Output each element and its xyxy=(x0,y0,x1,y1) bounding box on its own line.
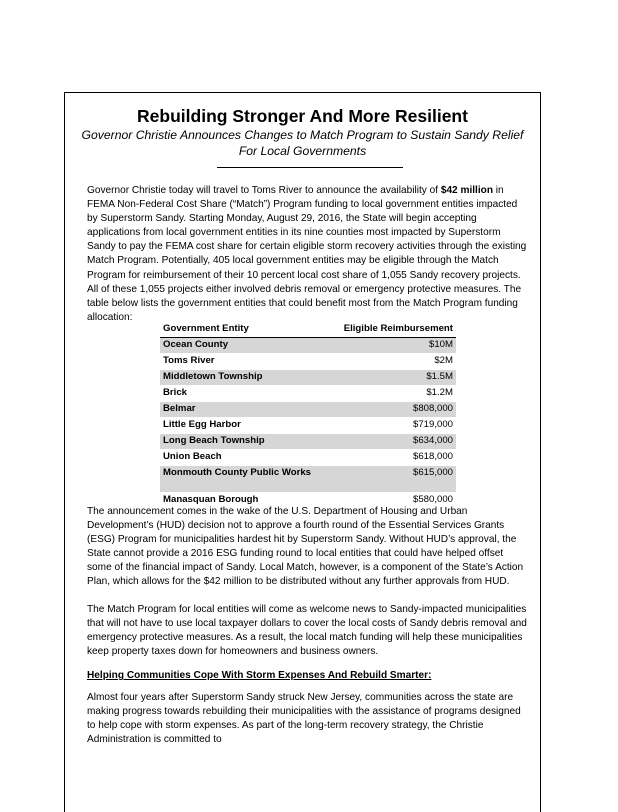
amount-cell: $10M xyxy=(336,338,456,354)
entity-cell: Little Egg Harbor xyxy=(160,418,336,434)
intro-text-rest: in FEMA Non-Federal Cost Share (“Match”) Program funding to local government entities impacted by Superstorm Sandy. Starting Monday, August 29, 2016, the State will begin accepting applications from local government entities in its nine counties most impacted by Superstorm Sandy to pay the FEMA cost share for certain eligible storm recovery activities through the existing Match Program. Potentially, 405 local government entities may be eligible through the Match Program for reimbursement of their 10 percent local cost share of 1,055 Sandy recovery projects. All of these 1,055 projects either involved debris removal or emergency protective measures. The table below lists the government entities that could benefit most from the Match Program funding allocation: xyxy=(87,185,527,323)
intro-amount-highlight: $42 million xyxy=(440,185,493,196)
entity-cell: Ocean County xyxy=(160,338,336,354)
amount-cell: $1.5M xyxy=(336,370,456,386)
title-divider xyxy=(217,167,403,168)
entity-cell: Union Beach xyxy=(160,450,336,466)
amount-cell: $615,000 xyxy=(336,466,456,493)
amount-cell: $2M xyxy=(336,354,456,370)
page-subtitle: Governor Christie Announces Changes to Match Program to Sustain Sandy Relief For Local Governments xyxy=(81,128,524,158)
amount-cell: $634,000 xyxy=(336,434,456,450)
reimbursement-table xyxy=(160,319,456,508)
entity-cell: Long Beach Township xyxy=(160,434,336,450)
intro-paragraph xyxy=(87,184,527,325)
table-row xyxy=(160,386,456,402)
amount-cell: $1.2M xyxy=(336,386,456,402)
hud-paragraph: The announcement comes in the wake of the U.S. Department of Housing and Urban Development’s (HUD) decision not to approve a fourth round of the Essential Services Grants (ESG) Program for municipalities hardest hit by Superstorm Sandy. Without HUD’s approval, the State cannot provide a 2016 ESG funding round to local entities that could have helped offset some of the financial impact of Sandy. Local Match, however, is a component of the State’s Action Plan, which allows for the $42 million to be distributed without any further approvals from HUD. xyxy=(87,506,524,588)
amount-cell: $618,000 xyxy=(336,450,456,466)
entity-cell: Manasquan Borough xyxy=(160,493,336,509)
entity-cell: Toms River xyxy=(160,354,336,370)
intro-text-start: Governor Christie today will travel to Toms River to announce the availability of xyxy=(87,185,441,196)
entity-cell: Middletown Township xyxy=(160,370,336,386)
table-row xyxy=(160,450,456,466)
match-program-paragraph: The Match Program for local entities will come as welcome news to Sandy-impacted municipalities that will not have to use local taxpayer dollars to cover the local costs of Sandy debris removal and emergency protective measures. As a result, the local match funding will help these municipalities keep property taxes down for homeowners and business owners. xyxy=(87,604,527,658)
table-row xyxy=(160,370,456,386)
section-heading: Helping Communities Cope With Storm Expenses And Rebuild Smarter: xyxy=(87,670,432,681)
recovery-paragraph: Almost four years after Superstorm Sandy struck New Jersey, communities across the state are making progress towards rebuilding their municipalities with the assistance of programs designed to help cope with storm expenses. As part of the long-term recovery strategy, the Christie Administration is committed to xyxy=(87,692,521,746)
table-row xyxy=(160,354,456,370)
amount-cell: $808,000 xyxy=(336,402,456,418)
table-row xyxy=(160,466,456,493)
table-row xyxy=(160,418,456,434)
page-title: Rebuilding Stronger And More Resilient xyxy=(137,106,468,126)
table-row xyxy=(160,434,456,450)
table-header-row xyxy=(160,319,456,338)
amount-cell: $580,000 xyxy=(336,493,456,509)
header-government-entity: Government Entity xyxy=(160,319,336,338)
entity-cell: Belmar xyxy=(160,402,336,418)
amount-cell: $719,000 xyxy=(336,418,456,434)
entity-cell: Brick xyxy=(160,386,336,402)
entity-cell: Monmouth County Public Works xyxy=(160,466,336,493)
table-row xyxy=(160,402,456,418)
table-row xyxy=(160,338,456,354)
header-eligible-reimbursement: Eligible Reimbursement xyxy=(336,319,456,338)
